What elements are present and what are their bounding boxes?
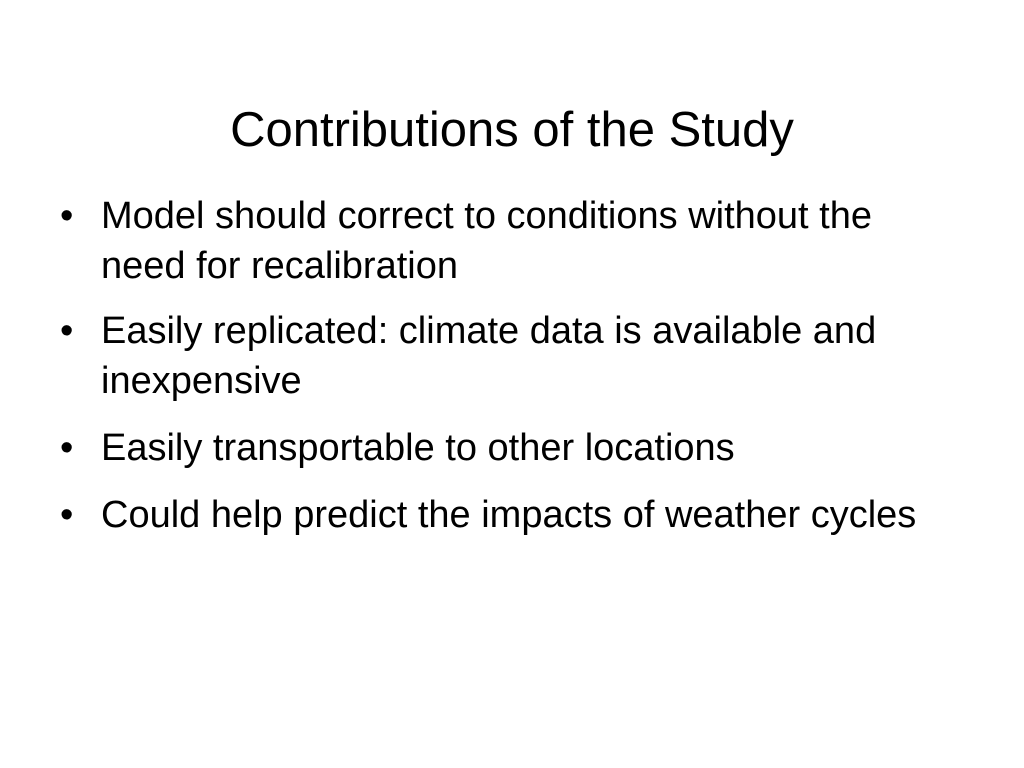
bullet-item xyxy=(60,423,960,473)
bullet-text: Easily transportable to other locations xyxy=(101,427,735,469)
bullet-icon: • xyxy=(60,195,74,237)
bullet-item xyxy=(60,306,960,406)
bullet-icon: • xyxy=(60,427,74,469)
bullet-text: Could help predict the impacts of weather cycles xyxy=(101,494,917,536)
bullet-icon: • xyxy=(60,310,74,352)
slide-title: Contributions of the Study xyxy=(230,103,794,157)
bullet-icon: • xyxy=(60,494,74,536)
bullet-item xyxy=(60,191,960,291)
bullet-text: Model should correct to conditions without the need for recalibration xyxy=(101,195,872,287)
bullet-list xyxy=(60,191,960,555)
bullet-text: Easily replicated: climate data is available and inexpensive xyxy=(101,310,877,402)
bullet-item xyxy=(60,490,960,540)
